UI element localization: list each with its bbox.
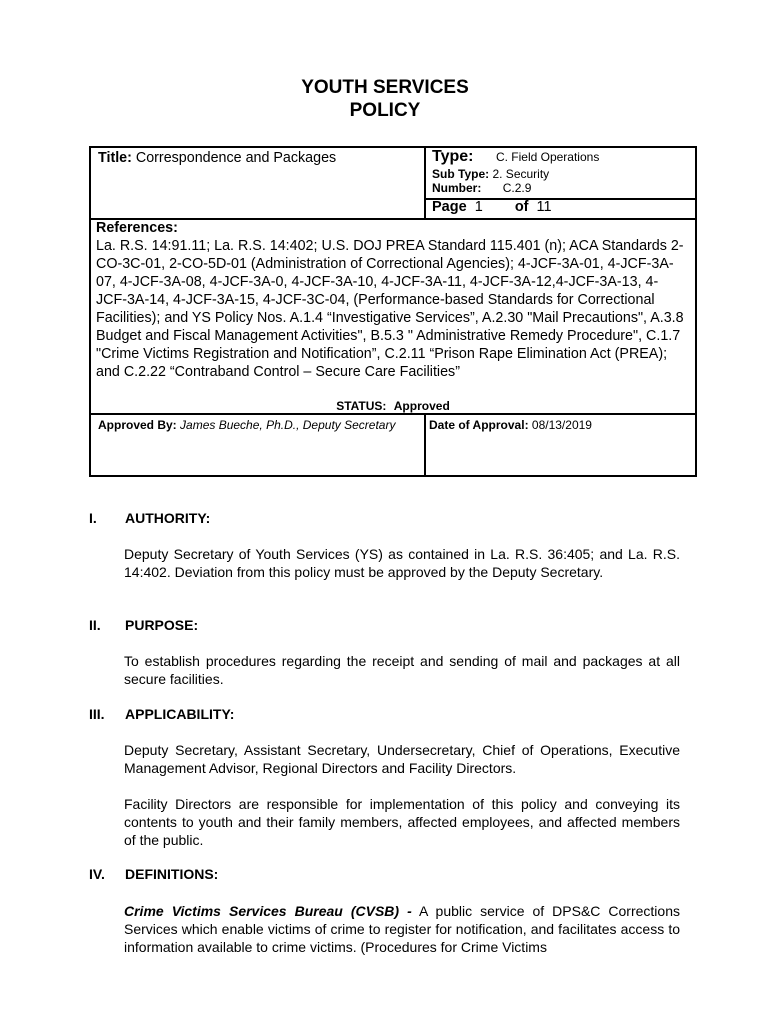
- purpose-text: To establish procedures regarding the receipt and sending of mail and packages at all secure facilities.: [124, 653, 680, 687]
- section-title: AUTHORITY:: [125, 510, 211, 526]
- status-row: [89, 399, 697, 413]
- number-value: C.2.9: [502, 181, 532, 195]
- status-label: STATUS:: [336, 399, 387, 413]
- type-cell: [432, 148, 599, 166]
- references-text: La. R.S. 14:91.11; La. R.S. 14:402; U.S. DOJ PREA Standard 115.401 (n); ACA Standards 2-CO-3C-01, 2-CO-5D-01 (Administration of Correctional Agencies); 4-JCF-3A-01, 4-JCF-3A-07, 4-JCF-3A-08, 4-JCF-3A-0, 4-JCF-3A-10, 4-JCF-3A-11, 4-JCF-3A-12,4-JCF-3A-13, 4-JCF-3A-14, 4-JCF-3A-15, 4-JCF-3C-04, (Performance-based Standards for Correctional Facilities); and YS Policy Nos. A.1.4 “Investigative Services”, A.2.30 "Mail Precautions", A.3.8 Budget and Fiscal Management Activities", B.5.3 " Administrative Remedy Procedure", C.1.7 "Crime Victims Registration and Notification”, C.2.11 “Prison Rape Elimination Act (PREA); and C.2.22 “Contraband Control – Secure Care Facilities”: [96, 238, 684, 380]
- applicability-paragraph-1: [124, 741, 680, 777]
- title-label: Title:: [98, 150, 132, 166]
- type-label: Type:: [432, 148, 474, 165]
- page-cell: [432, 199, 552, 215]
- of-value: 11: [536, 199, 552, 215]
- section-number: I.: [89, 510, 97, 526]
- applicability-text-2: Facility Directors are responsible for implementation of this policy and conveying its contents to youth and their family members, affected employees, and affected members of the public.: [124, 796, 680, 848]
- title-line-2: POLICY: [349, 100, 421, 121]
- section-number: II.: [89, 617, 101, 633]
- subtype-label: Sub Type:: [432, 167, 490, 181]
- number-label: Number:: [432, 181, 482, 195]
- section-purpose-heading: [89, 617, 198, 633]
- title-value: Correspondence and Packages: [135, 150, 337, 166]
- page-label: Page: [432, 199, 467, 215]
- subtype-value: 2. Security: [492, 167, 550, 181]
- section-definitions-heading: [89, 866, 218, 882]
- date-value: 08/13/2019: [531, 418, 592, 432]
- definition-term: Crime Victims Services Bureau (CVSB) -: [124, 903, 412, 919]
- date-label: Date of Approval:: [429, 418, 529, 432]
- references-label: References:: [96, 220, 178, 236]
- approved-by-cell: [98, 418, 395, 432]
- subtype-cell: [432, 167, 549, 181]
- section-number: IV.: [89, 866, 105, 882]
- section-title: PURPOSE:: [125, 617, 199, 633]
- applicability-paragraph-2: [124, 795, 680, 849]
- document-title: [0, 76, 770, 122]
- applicability-text-1: Deputy Secretary, Assistant Secretary, Undersecretary, Chief of Operations, Executive Management Advisor, Regional Directors and Facility Directors.: [124, 742, 680, 776]
- title-cell: [98, 150, 336, 166]
- section-title: DEFINITIONS:: [125, 866, 219, 882]
- status-value: Approved: [393, 399, 450, 413]
- authority-paragraph: [124, 545, 680, 581]
- section-number: III.: [89, 706, 105, 722]
- definition-cvsb: [124, 902, 680, 956]
- section-authority-heading: [89, 510, 210, 526]
- type-value: C. Field Operations: [495, 150, 600, 164]
- references-block: [96, 219, 686, 381]
- section-title: APPLICABILITY:: [125, 706, 235, 722]
- authority-text: Deputy Secretary of Youth Services (YS) as contained in La. R.S. 36:405; and La. R.S. 14:402. Deviation from this policy must be approved by the Deputy Secretary.: [124, 546, 680, 580]
- definition-text: A public service of DPS&C Corrections Services which enable victims of crime to register for notification, and facilitates access to information available to crime victims. (Procedures for Crime Victims: [124, 903, 680, 955]
- section-applicability-heading: [89, 706, 234, 722]
- title-line-1: YOUTH SERVICES: [301, 77, 469, 98]
- approved-label: Approved By:: [98, 418, 177, 432]
- of-label: of: [514, 199, 529, 215]
- approved-value: James Bueche, Ph.D., Deputy Secretary: [180, 418, 396, 432]
- purpose-paragraph: [124, 652, 680, 688]
- number-cell: [432, 181, 531, 195]
- page-value: 1: [474, 199, 483, 215]
- date-of-approval-cell: [429, 418, 592, 432]
